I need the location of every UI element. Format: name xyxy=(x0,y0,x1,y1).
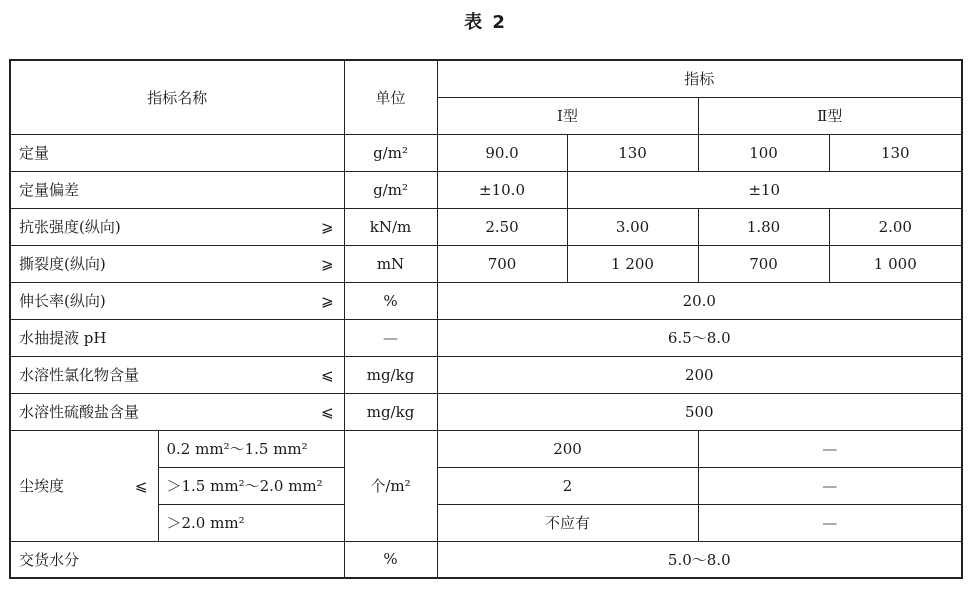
cell-value: — xyxy=(698,467,962,504)
cell-value: 3.00 xyxy=(567,208,698,245)
table-row xyxy=(10,393,962,430)
cell-value: 200 xyxy=(437,356,962,393)
row-unit: % xyxy=(344,282,437,319)
cell-value: 130 xyxy=(567,134,698,171)
row-name: 定量偏差 xyxy=(19,181,80,199)
row-name: 水溶性硫酸盐含量 xyxy=(19,403,140,421)
cell-value: 20.0 xyxy=(437,282,962,319)
table-row xyxy=(10,356,962,393)
dust-range: ＞2.0 mm² xyxy=(158,504,344,541)
spec-table xyxy=(9,59,963,579)
row-symbol: ⩾ xyxy=(320,254,334,273)
row-name-cell xyxy=(10,134,344,171)
header-unit: 单位 xyxy=(344,60,437,134)
row-name-cell xyxy=(10,171,344,208)
cell-value: 1 200 xyxy=(567,245,698,282)
table-row xyxy=(10,319,962,356)
row-symbol: ⩽ xyxy=(320,402,334,421)
table-row xyxy=(10,134,962,171)
cell-value: 不应有 xyxy=(437,504,698,541)
row-unit: g/m² xyxy=(344,171,437,208)
row-symbol: ⩾ xyxy=(320,291,334,310)
dust-name-cell xyxy=(10,430,158,541)
row-name-cell xyxy=(10,356,344,393)
cell-value: 2.50 xyxy=(437,208,567,245)
row-name-cell xyxy=(10,245,344,282)
row-name-cell xyxy=(10,319,344,356)
row-name: 交货水分 xyxy=(10,541,344,578)
table-row xyxy=(10,245,962,282)
table-row xyxy=(10,208,962,245)
dust-name: 尘埃度 xyxy=(19,477,65,495)
row-unit: % xyxy=(344,541,437,578)
cell-value: 2.00 xyxy=(829,208,962,245)
cell-value: 700 xyxy=(437,245,567,282)
dust-symbol: ⩽ xyxy=(134,476,148,495)
cell-value: 5.0～8.0 xyxy=(437,541,962,578)
row-name: 定量 xyxy=(19,144,50,162)
row-symbol: ⩾ xyxy=(320,217,334,236)
row-symbol: ⩽ xyxy=(320,365,334,384)
cell-value: 1 000 xyxy=(829,245,962,282)
cell-value: 1.80 xyxy=(698,208,829,245)
cell-value: 2 xyxy=(437,467,698,504)
row-unit: mg/kg xyxy=(344,356,437,393)
table-row xyxy=(10,541,962,578)
cell-value: ±10.0 xyxy=(437,171,567,208)
header-type1: Ⅰ型 xyxy=(437,97,698,134)
row-name: 水抽提液 pH xyxy=(19,329,107,347)
row-name-cell xyxy=(10,393,344,430)
header-row-1 xyxy=(10,60,962,97)
row-name-cell xyxy=(10,282,344,319)
row-unit: mg/kg xyxy=(344,393,437,430)
row-unit: kN/m xyxy=(344,208,437,245)
cell-value: 130 xyxy=(829,134,962,171)
cell-value: 700 xyxy=(698,245,829,282)
cell-value: 500 xyxy=(437,393,962,430)
table-caption: 表 2 xyxy=(464,12,507,33)
row-name: 伸长率(纵向) xyxy=(19,292,106,310)
header-indicator: 指标 xyxy=(437,60,962,97)
cell-value: — xyxy=(698,430,962,467)
cell-value: 6.5～8.0 xyxy=(437,319,962,356)
header-type2: Ⅱ型 xyxy=(698,97,962,134)
cell-value: — xyxy=(698,504,962,541)
dust-range: 0.2 mm²～1.5 mm² xyxy=(158,430,344,467)
table-row xyxy=(10,282,962,319)
table-row xyxy=(10,430,962,467)
row-unit: g/m² xyxy=(344,134,437,171)
row-name: 撕裂度(纵向) xyxy=(19,255,106,273)
row-unit: — xyxy=(344,319,437,356)
table-row xyxy=(10,171,962,208)
row-name: 抗张强度(纵向) xyxy=(19,218,121,236)
cell-value: 100 xyxy=(698,134,829,171)
cell-value: 90.0 xyxy=(437,134,567,171)
dust-range: ＞1.5 mm²～2.0 mm² xyxy=(158,467,344,504)
row-unit: mN xyxy=(344,245,437,282)
dust-unit: 个/m² xyxy=(344,430,437,541)
header-name: 指标名称 xyxy=(10,60,344,134)
cell-value: ±10 xyxy=(567,171,962,208)
row-name-cell xyxy=(10,208,344,245)
cell-value: 200 xyxy=(437,430,698,467)
row-name: 水溶性氯化物含量 xyxy=(19,366,140,384)
